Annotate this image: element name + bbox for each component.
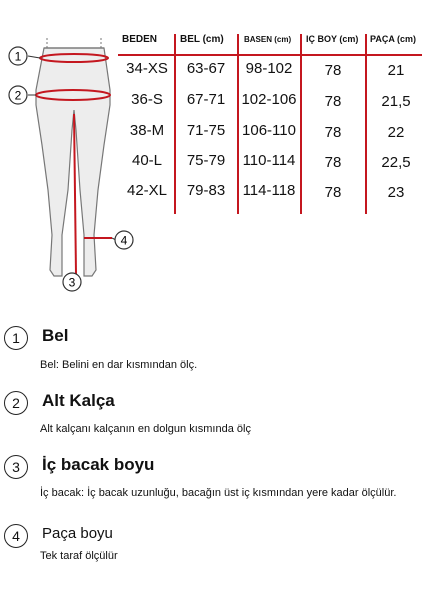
cell-waist: 63-67 [186,60,226,77]
cell-hip: 114-118 [242,182,296,199]
legend-description: Bel: Belini en dar kısmından ölç. [40,359,198,371]
cell-size: 34-XS [126,60,168,77]
cell-inseam: 78 [324,154,342,171]
marker-3: 3 [68,275,76,290]
legend-description: Tek taraf ölçülür [40,550,118,562]
cell-hem: 22 [387,124,405,141]
cell-hip: 106-110 [242,122,296,139]
cell-inseam: 78 [324,62,342,79]
legend-number: 1 [4,326,28,350]
marker-4: 4 [120,233,128,248]
column-divider [365,34,367,214]
leggings-outline [36,48,110,276]
header-underline [118,54,422,56]
cell-inseam: 78 [324,124,342,141]
legend-title: Alt Kalça [42,391,115,410]
cell-inseam: 78 [324,93,342,110]
header-size: BEDEN [122,34,158,45]
cell-size: 42-XL [126,182,168,199]
cell-hem: 23 [387,184,405,201]
cell-hem: 22,5 [381,154,411,171]
header-hip: BASEN (cm) [244,35,292,44]
legend-number: 4 [4,524,28,548]
leggings-illustration [0,30,140,300]
cell-size: 38-M [129,122,165,139]
legend-description: Alt kalçanı kalçanın en dolgun kısmında ölç [40,423,251,435]
measurement-figure [0,30,140,300]
header-hem: PAÇA (cm) [370,34,417,44]
inseam-measure-line [74,114,76,274]
legend-title: Bel [42,326,69,345]
legend-number: 2 [4,391,28,415]
cell-hem: 21 [387,62,405,79]
header-inseam: IÇ BOY (cm) [306,34,359,44]
cell-waist: 71-75 [186,122,226,139]
cell-hip: 110-114 [242,152,296,169]
cell-waist: 79-83 [186,182,226,199]
cell-hip: 102-106 [241,91,297,108]
cell-hip: 98-102 [245,60,293,77]
legend-title: İç bacak boyu [42,455,155,474]
cell-size: 36-S [131,91,163,108]
cell-size: 40-L [131,152,163,169]
cell-hem: 21,5 [381,93,411,110]
header-waist: BEL (cm) [180,34,224,45]
legend-title: Paça boyu [42,525,113,542]
cell-inseam: 78 [324,184,342,201]
legend-description: İç bacak: İç bacak uzunluğu, bacağın üst iç kısmından yere kadar ölçülür. [40,487,397,499]
marker-2: 2 [14,88,22,103]
marker-1: 1 [14,49,22,64]
legend-number: 3 [4,455,28,479]
cell-waist: 67-71 [186,91,226,108]
cell-waist: 75-79 [186,152,226,169]
